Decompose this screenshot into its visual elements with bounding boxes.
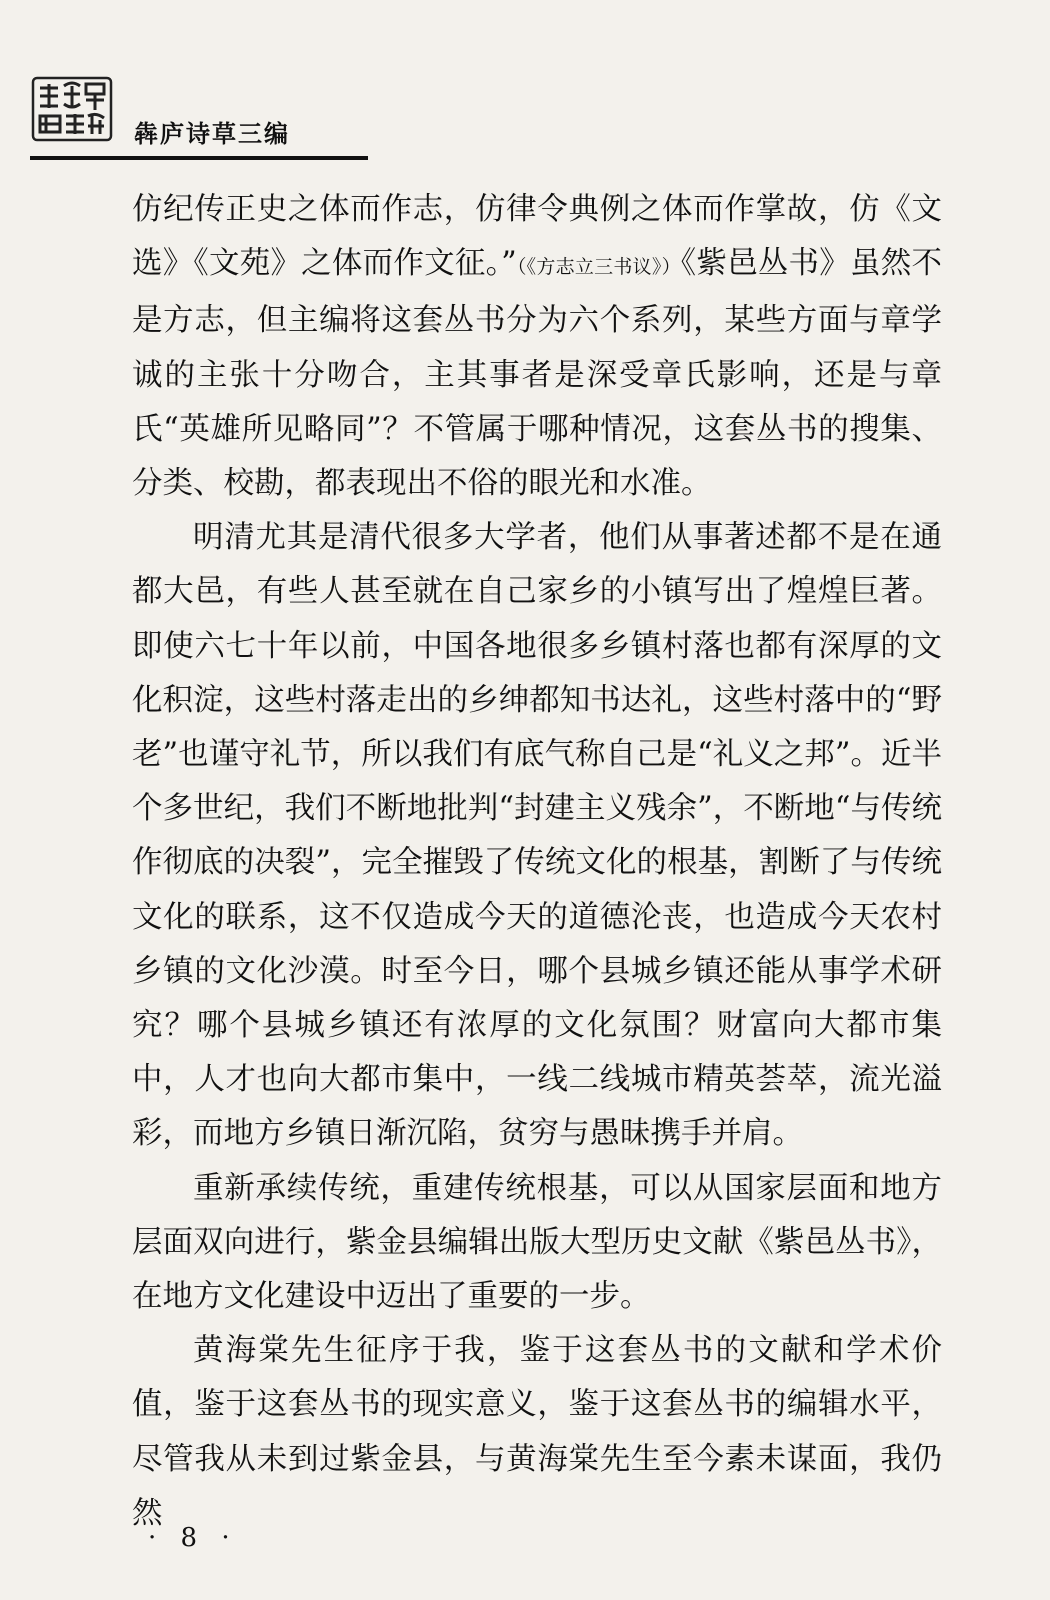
- paragraph-1-text-a: 仿纪传正史之体而作志，仿律令典例之体而作掌故，仿《文选》《文苑》之体而作文征。”: [132, 192, 942, 282]
- header-rule: [30, 156, 368, 160]
- paragraph-2: 明清尤其是清代很多大学者，他们从事著述都不是在通都大邑，有些人甚至就在自己家乡的小镇写出了煌煌巨著。即使六七十年以前，中国各地很多乡镇村落也都有深厚的文化积淀，这些村落走出的乡绅都知书达礼，这些村落中的“野老”也谨守礼节，所以我们有底气称自己是“礼义之邦”。近半个多世纪，我们不断地批判“封建主义残余”，不断地“与传统作彻底的决裂”，完全摧毁了传统文化的根基，割断了与传统文化的联系，这不仅造成今天的道德沦丧，也造成今天农村乡镇的文化沙漠。时至今日，哪个县城乡镇还能从事学术研究？哪个县城乡镇还有浓厚的文化氛围？财富向大都市集中，人才也向大都市集中，一线二线城市精英荟萃，流光溢彩，而地方乡镇日渐沉陷，贫穷与愚昧携手并肩。: [132, 520, 942, 1152]
- seal-stamp-icon: [30, 70, 114, 148]
- paragraph-4: 黄海棠先生征序于我，鉴于这套丛书的文献和学术价值，鉴于这套丛书的现实意义，鉴于这套丛书的编辑水平，尽管我从未到过紫金县，与黄海棠先生至今素未谋面，我仍然: [132, 1333, 942, 1531]
- body-text: [132, 183, 942, 1541]
- paragraph-1: [132, 183, 942, 511]
- paragraph-1-text-b: 《紫邑丛书》虽然不是方志，但主编将这套丛书分为六个系列，某些方面与章学诚的主张十分吻合，主其事者是深受章氏影响，还是与章氏“英雄所见略同”？不管属于哪种情况，这套丛书的搜集、分类、校勘，都表现出不俗的眼光和水准。: [132, 246, 943, 502]
- running-header: [30, 70, 370, 162]
- paragraph-3: 重新承续传统，重建传统根基，可以从国家层面和地方层面双向进行，紫金县编辑出版大型历史文献《紫邑丛书》，在地方文化建设中迈出了重要的一步。: [132, 1170, 942, 1315]
- running-header-title: 犇庐诗草三编: [134, 120, 290, 148]
- page-number: · 8 ·: [148, 1523, 238, 1553]
- citation-note: （《方志立三书议》）: [516, 256, 681, 279]
